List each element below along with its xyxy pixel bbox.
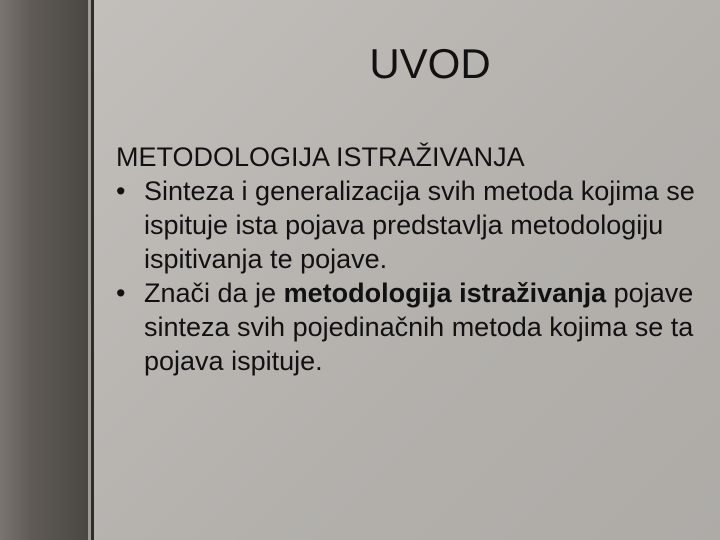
bullet-item-2: [116, 276, 706, 378]
bullet-item-1: [116, 174, 706, 276]
bullet-icon: •: [116, 176, 126, 206]
bullet-list: [116, 174, 706, 378]
section-heading: METODOLOGIJA ISTRAŽIVANJA: [116, 142, 525, 172]
bullet-text-1: Sinteza i generalizacija svih metoda kojima se ispituje ista pojava predstavlja metodologiju ispitivanja te pojave.: [144, 176, 695, 274]
bullet-text-2-before: Znači da je: [144, 278, 284, 308]
slide-body: [116, 140, 706, 378]
bullet-text-2-after: pojave sinteza svih pojedinačnih metoda kojima se ta pojava ispituje.: [144, 278, 694, 376]
slide-title: UVOD: [369, 40, 491, 87]
bullet-text-2-bold: metodologija istraživanja: [283, 278, 607, 308]
bullet-icon: •: [116, 278, 126, 308]
left-decorative-band: [0, 0, 88, 540]
